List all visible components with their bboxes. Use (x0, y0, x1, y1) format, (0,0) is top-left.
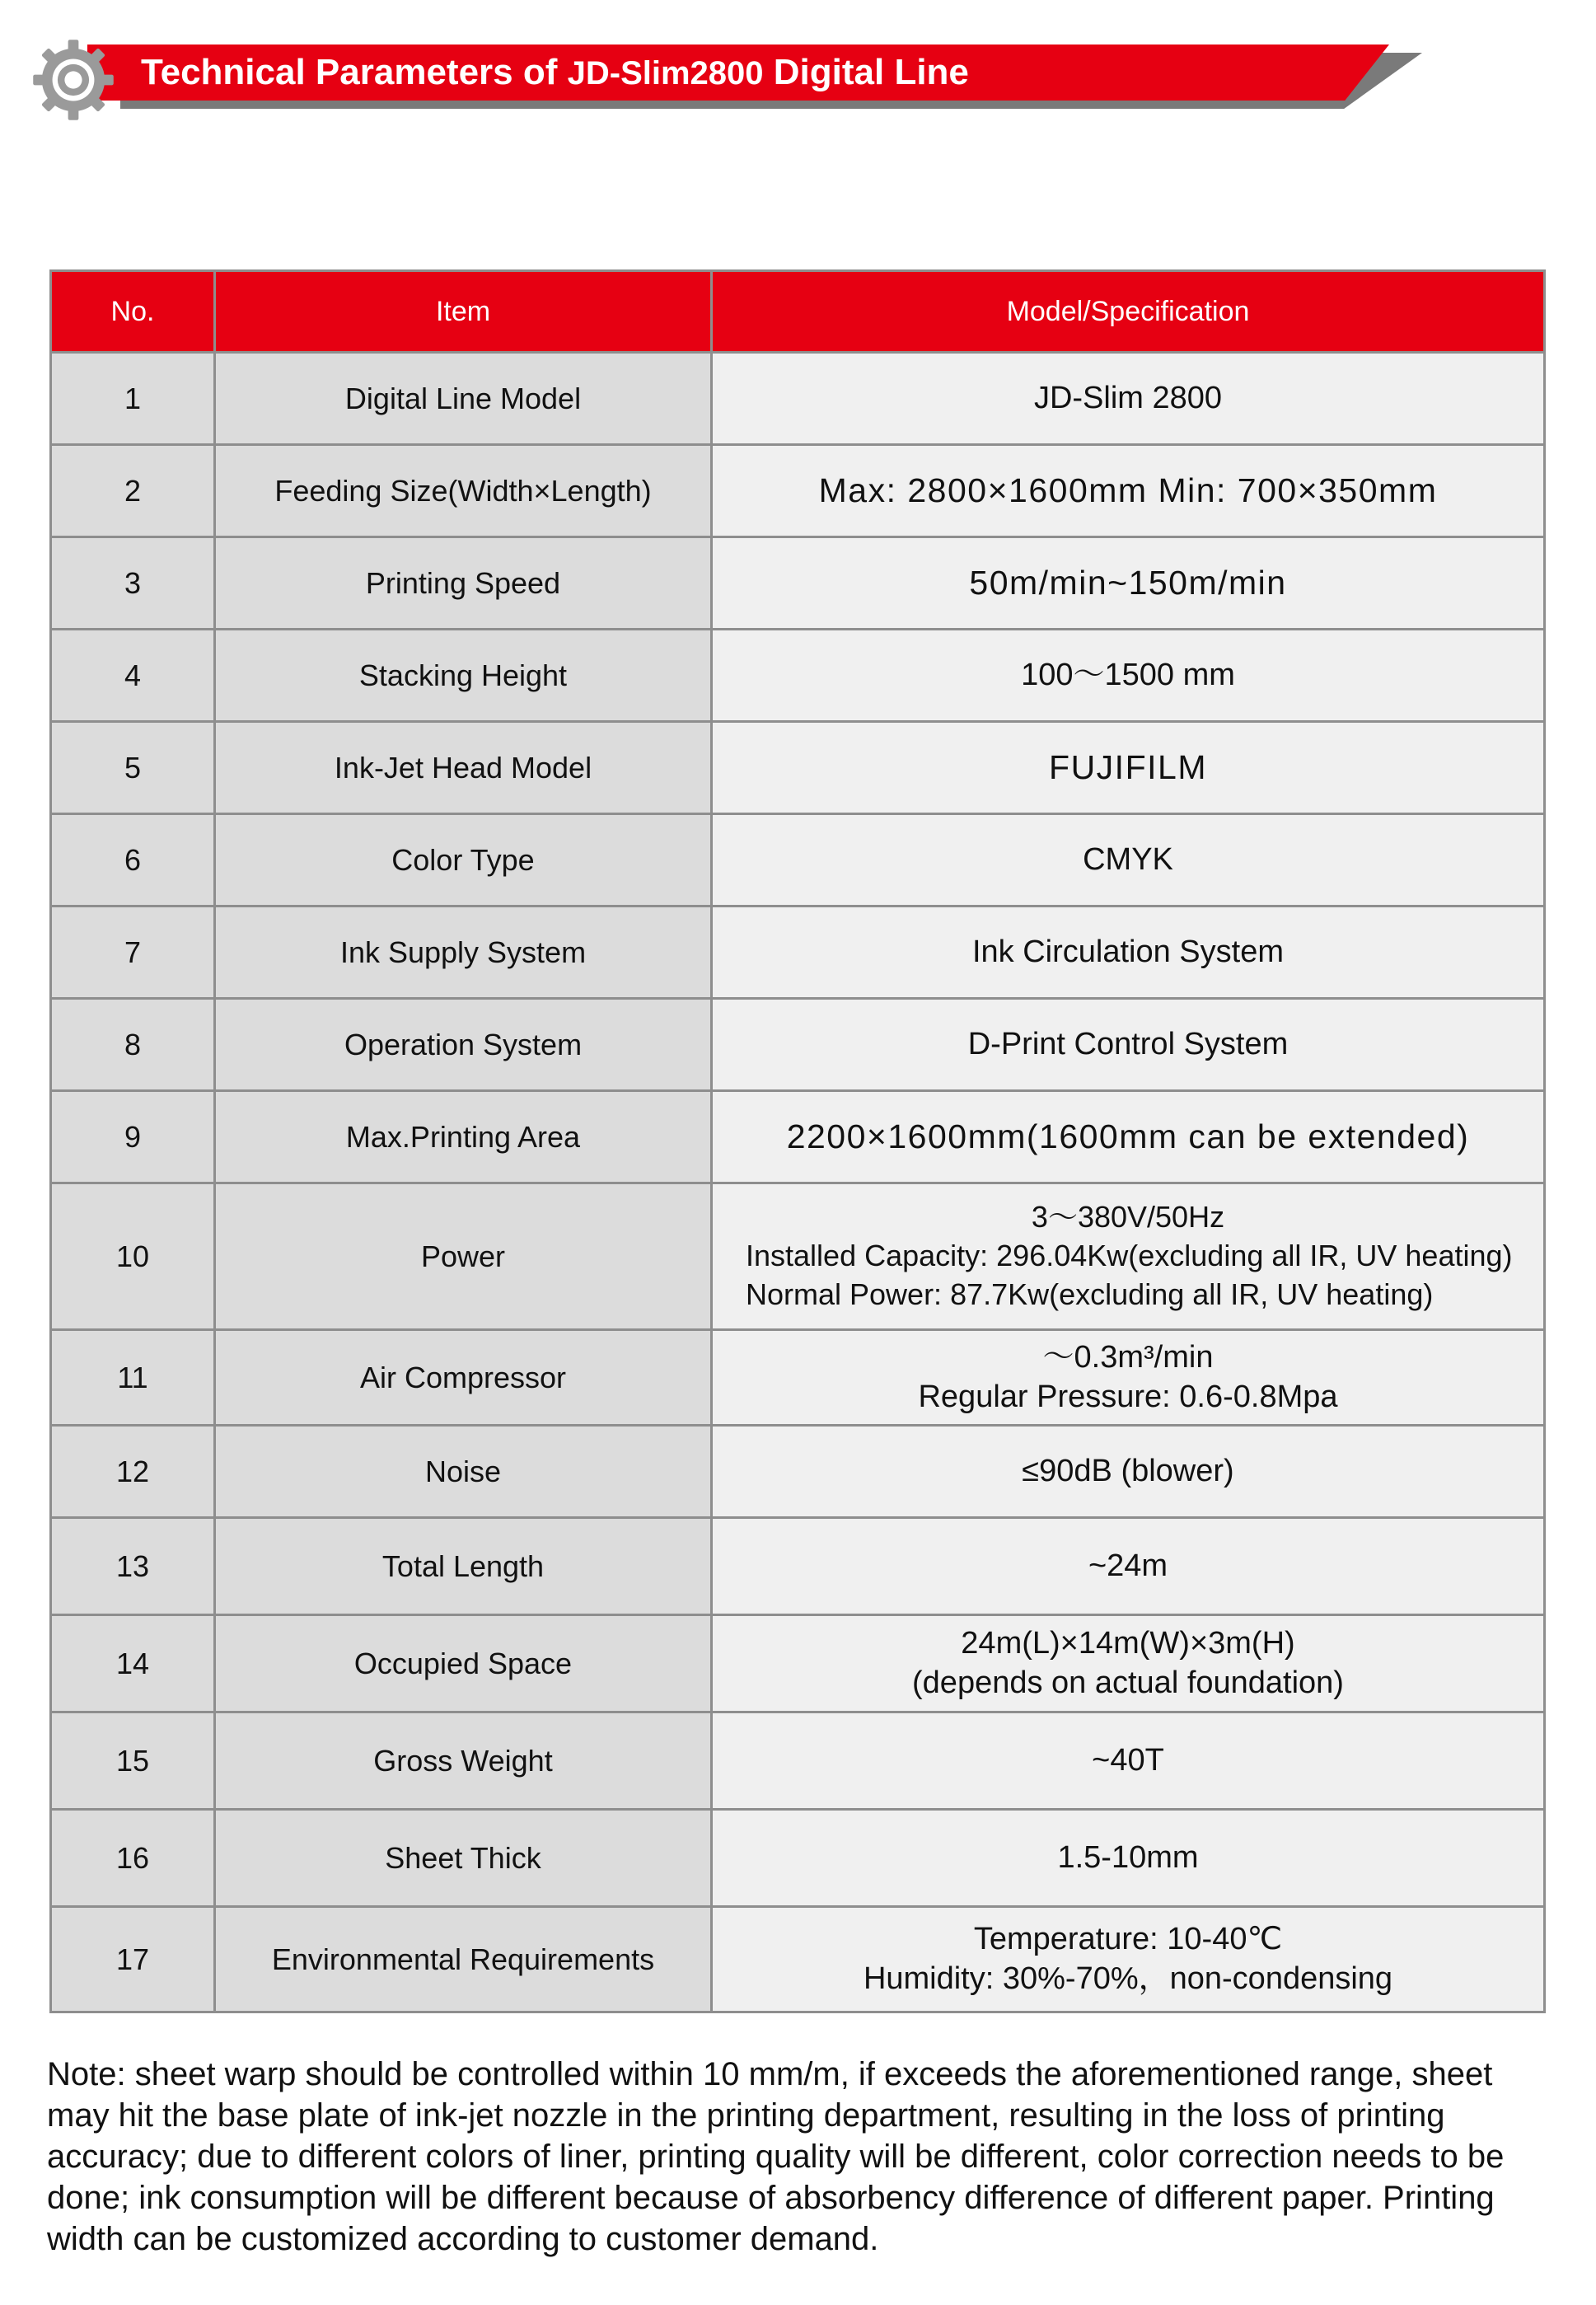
column-header-spec: Model/Specification (712, 271, 1545, 353)
row-spec: 2200×1600mm(1600mm can be extended) (712, 1091, 1545, 1183)
spec-line: 3～380V/50Hz (1031, 1200, 1225, 1234)
row-spec: ~40T (712, 1712, 1545, 1810)
table-row (51, 999, 1545, 1091)
row-item: Gross Weight (215, 1712, 712, 1810)
row-item: Noise (215, 1426, 712, 1518)
row-item: Max.Printing Area (215, 1091, 712, 1183)
row-spec: CMYK (712, 814, 1545, 907)
row-number: 15 (51, 1712, 215, 1810)
table-row (51, 1518, 1545, 1615)
gear-icon (30, 36, 117, 124)
row-item: Printing Speed (215, 537, 712, 630)
table-row (51, 1183, 1545, 1330)
row-number: 3 (51, 537, 215, 630)
row-number: 11 (51, 1330, 215, 1426)
spec-line: Temperature: 10-40℃ (973, 1922, 1283, 1956)
row-number: 13 (51, 1518, 215, 1615)
row-number: 16 (51, 1810, 215, 1907)
row-item: Color Type (215, 814, 712, 907)
table-row (51, 1330, 1545, 1426)
row-spec: 50m/min~150m/min (712, 537, 1545, 630)
table-row (51, 1712, 1545, 1810)
footnote: Note: sheet warp should be controlled within 10 mm/m, if exceeds the aforementioned range, sheet may hit the base plate of ink-jet nozzle in the printing department, resulting in the loss of printing accuracy; due to different colors of liner, printing quality will be different, color correction needs to be done; ink consumption will be different because of absorbency difference of different paper. Printing width can be customized according to customer demand. (47, 2056, 1505, 2257)
table-row (51, 814, 1545, 907)
row-number: 6 (51, 814, 215, 907)
row-item: Ink-Jet Head Model (215, 722, 712, 814)
row-spec (712, 1183, 1545, 1330)
row-spec: 100～1500 mm (712, 630, 1545, 722)
title-prefix: Technical Parameters of (141, 52, 568, 92)
table-row (51, 353, 1545, 445)
table-row (51, 1907, 1545, 2012)
row-number: 1 (51, 353, 215, 445)
spec-line: 24m(L)×14m(W)×3m(H) (961, 1626, 1295, 1661)
row-spec: Ink Circulation System (712, 907, 1545, 999)
row-number: 10 (51, 1183, 215, 1330)
row-spec (712, 1907, 1545, 2012)
row-item: Feeding Size(Width×Length) (215, 445, 712, 537)
row-item: Operation System (215, 999, 712, 1091)
row-number: 12 (51, 1426, 215, 1518)
row-item: Sheet Thick (215, 1810, 712, 1907)
row-spec: D-Print Control System (712, 999, 1545, 1091)
row-item: Occupied Space (215, 1615, 712, 1712)
row-number: 2 (51, 445, 215, 537)
spec-line: Installed Capacity: 296.04Kw(excluding all IR, UV heating) (746, 1239, 1513, 1273)
table-row (51, 1615, 1545, 1712)
row-item: Power (215, 1183, 712, 1330)
row-spec: ≤90dB (blower) (712, 1426, 1545, 1518)
row-item: Ink Supply System (215, 907, 712, 999)
row-spec: 1.5-10mm (712, 1810, 1545, 1907)
table-row (51, 630, 1545, 722)
row-spec (712, 1330, 1545, 1426)
row-spec: FUJIFILM (712, 722, 1545, 814)
column-header-item: Item (215, 271, 712, 353)
spec-line: ～0.3m³/min (1042, 1340, 1214, 1375)
column-header-no: No. (51, 271, 215, 353)
spec-line: Normal Power: 87.7Kw(excluding all IR, UV heating) (746, 1277, 1434, 1311)
row-number: 9 (51, 1091, 215, 1183)
spec-line: Humidity: 30%-70%，non-condensing (863, 1961, 1393, 1996)
row-number: 8 (51, 999, 215, 1091)
title-model: JD-Slim2800 (567, 55, 764, 91)
table-row (51, 1091, 1545, 1183)
page-title (141, 49, 969, 96)
row-item: Total Length (215, 1518, 712, 1615)
row-item: Environmental Requirements (215, 1907, 712, 2012)
row-spec: ~24m (712, 1518, 1545, 1615)
row-spec (712, 1615, 1545, 1712)
row-number: 14 (51, 1615, 215, 1712)
spec-table (49, 269, 1546, 2013)
row-number: 4 (51, 630, 215, 722)
row-item: Air Compressor (215, 1330, 712, 1426)
table-row (51, 445, 1545, 537)
row-spec: JD-Slim 2800 (712, 353, 1545, 445)
title-suffix: Digital Line (763, 52, 969, 92)
table-row (51, 722, 1545, 814)
spec-line: Regular Pressure: 0.6-0.8Mpa (918, 1379, 1338, 1414)
row-number: 7 (51, 907, 215, 999)
table-header-row (51, 271, 1545, 353)
table-row (51, 907, 1545, 999)
table-row (51, 537, 1545, 630)
table-row (51, 1810, 1545, 1907)
row-item: Stacking Height (215, 630, 712, 722)
spec-line: (depends on actual foundation) (912, 1665, 1344, 1700)
header-banner (30, 36, 1397, 110)
row-item: Digital Line Model (215, 353, 712, 445)
row-number: 5 (51, 722, 215, 814)
table-row (51, 1426, 1545, 1518)
row-number: 17 (51, 1907, 215, 2012)
row-spec: Max: 2800×1600mm Min: 700×350mm (712, 445, 1545, 537)
